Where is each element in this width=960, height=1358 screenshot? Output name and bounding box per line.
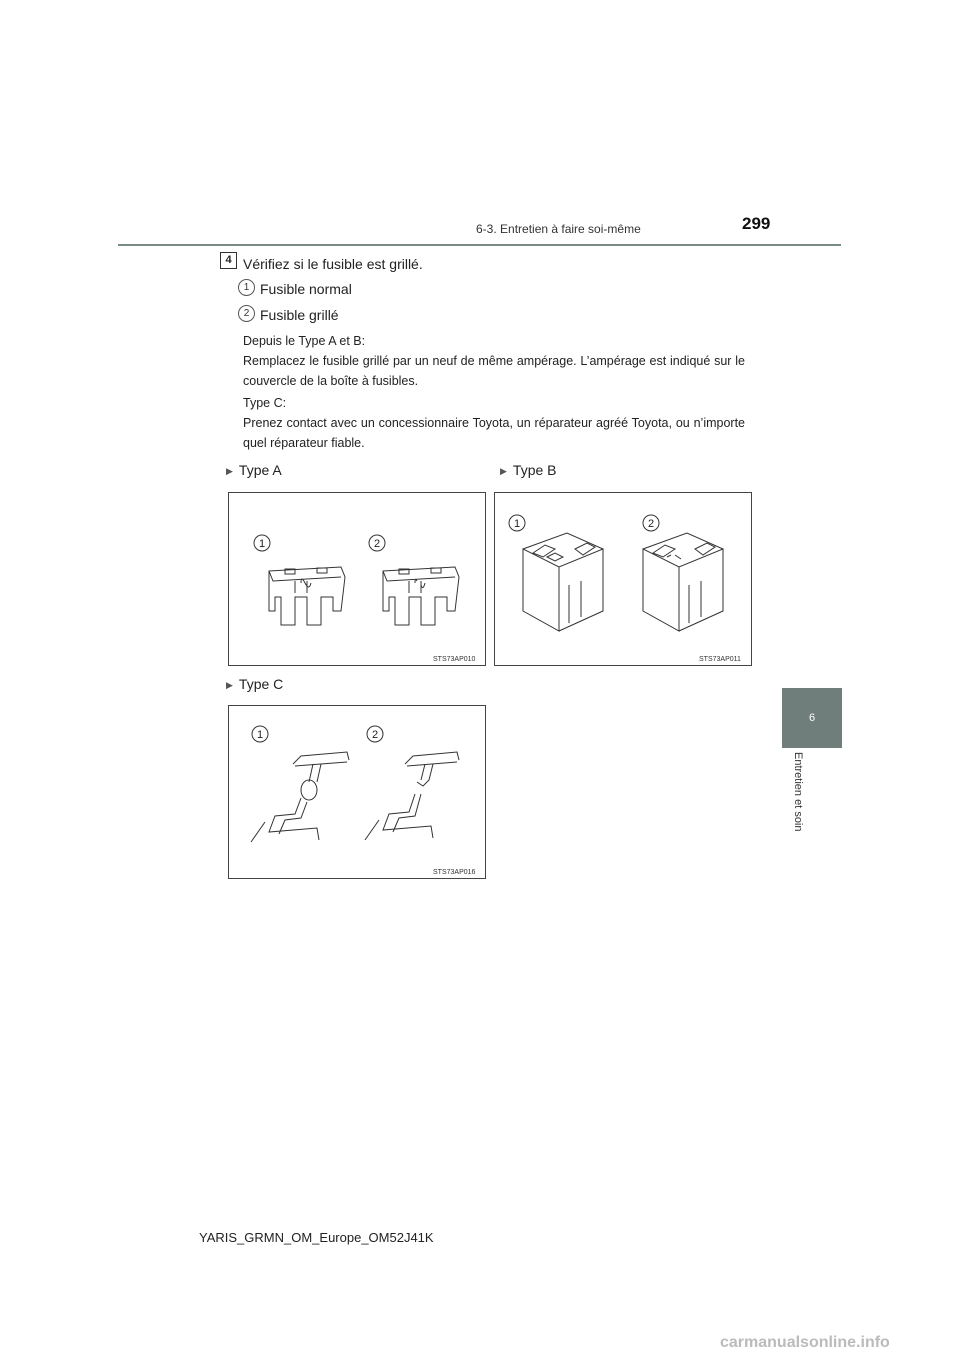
figure-type-a [228,492,486,666]
item-label: Fusible grillé [260,307,339,323]
header-divider [118,244,841,246]
paragraph-body: Remplacez le fusible grillé par un neuf de même ampérage. L’ampérage est indiqué sur le couvercle de la boîte à fusibles. [243,354,745,388]
svg-text:STS73AP011: STS73AP011 [699,656,741,663]
fusible-link-illustration [229,706,485,878]
chapter-title: Entretien et soin [792,752,804,832]
triangle-bullet-icon: ▶ [500,466,507,476]
figure-heading-type-c: ▶ Type C [226,676,284,692]
svg-text:1: 1 [513,518,521,530]
svg-text:2: 2 [373,538,381,550]
item-badge: 2 [238,305,255,322]
chapter-number: 6 [808,712,816,724]
figure-type-b [494,492,752,666]
step-text: Vérifiez si le fusible est grillé. [243,256,423,272]
header-section-title: 6-3. Entretien à faire soi-même [476,222,641,236]
svg-text:STS73AP010: STS73AP010 [433,656,476,663]
triangle-bullet-icon: ▶ [226,680,233,690]
chapter-tab[interactable] [782,688,842,748]
figure-heading-type-b: ▶ Type B [500,462,557,478]
svg-text:2: 2 [371,729,379,741]
paragraph-title: Depuis le Type A et B: [243,334,366,348]
svg-text:1: 1 [256,729,264,741]
paragraph-title: Type C: [243,396,287,410]
svg-text:1: 1 [258,538,266,550]
triangle-bullet-icon: ▶ [226,466,233,476]
item-badge: 1 [238,279,255,296]
watermark: carmanualsonline.info [720,1334,890,1351]
item-label: Fusible normal [260,281,352,297]
step-badge: 4 [220,252,237,269]
figure-type-c [228,705,486,879]
page-number: 299 [742,214,771,233]
svg-text:2: 2 [647,518,655,530]
footer-doc-code: YARIS_GRMN_OM_Europe_OM52J41K [199,1230,434,1245]
paragraph-body: Prenez contact avec un concessionnaire Toyota, un réparateur agréé Toyota, ou n’importe quel réparateur fiable. [243,416,745,450]
blade-fuse-illustration [229,493,485,665]
figure-heading-type-a: ▶ Type A [226,462,282,478]
cartridge-fuse-illustration [495,493,751,665]
svg-text:STS73AP016: STS73AP016 [433,869,476,876]
